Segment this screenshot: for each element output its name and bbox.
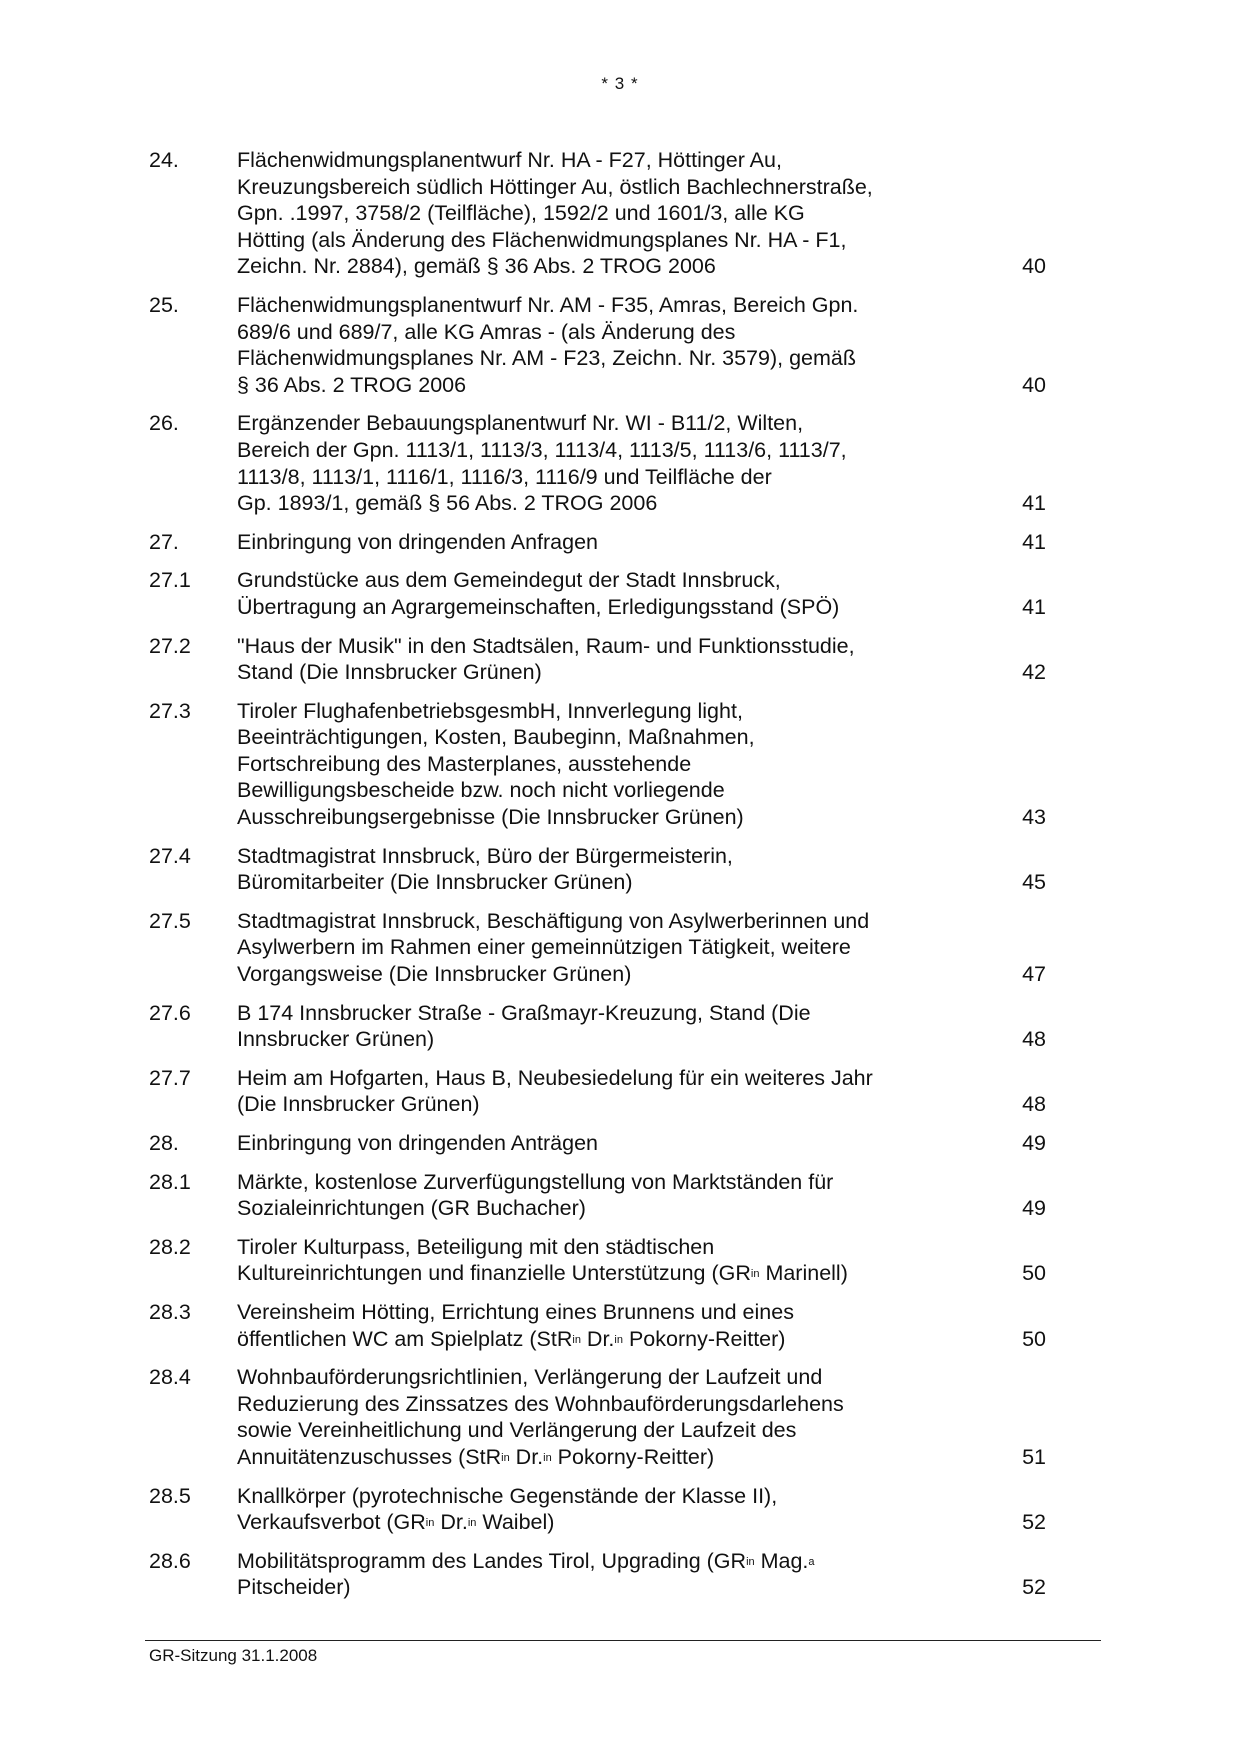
toc-entry-title bbox=[237, 1065, 937, 1118]
toc-entry-title-line: Wohnbauförderungsrichtlinien, Verlängerung der Laufzeit und bbox=[237, 1365, 823, 1390]
toc-entry-title-line: Kreuzungsbereich südlich Höttinger Au, östlich Bachlechnerstraße, bbox=[237, 174, 873, 199]
toc-entry-page: 50 bbox=[1022, 1326, 1046, 1351]
toc-entry-title-line: Mobilitätsprogramm des Landes Tirol, Upgrading ($GR^{in}$ Mag.$^a$ bbox=[237, 1548, 815, 1573]
toc-entry-page: 49 bbox=[1022, 1131, 1046, 1155]
toc-entry-title-line: Knallkörper (pyrotechnische Gegenstände der Klasse II), bbox=[237, 1483, 778, 1508]
toc-entry-title bbox=[237, 410, 937, 516]
toc-entry-page: 47 bbox=[1022, 962, 1046, 987]
toc-entry-page: 51 bbox=[1022, 1444, 1046, 1469]
toc-entry-number: 27.1 bbox=[149, 568, 191, 593]
toc-entry bbox=[149, 1169, 1099, 1222]
toc-entry-title-line: B 174 Innsbrucker Straße - Graßmayr-Kreuzung, Stand (Die bbox=[237, 1000, 811, 1025]
toc-entry-page: 41 bbox=[1022, 529, 1046, 554]
toc-entry bbox=[149, 843, 1099, 896]
toc-entry-title bbox=[237, 633, 937, 686]
toc-entry-number: 28.3 bbox=[149, 1299, 191, 1324]
toc-entry-title bbox=[237, 1169, 937, 1222]
toc-entry-title-line: Beeinträchtigungen, Kosten, Baubeginn, Maßnahmen, bbox=[237, 725, 755, 750]
toc-entry-title-line: 689/6 und 689/7, alle KG Amras - (als Änderung des bbox=[237, 319, 736, 344]
toc-entry-title-line: § 36 Abs. 2 TROG 2006 bbox=[237, 372, 467, 397]
toc-entry-number: 25. bbox=[149, 292, 179, 317]
toc-entry-title-line: Hötting (als Änderung des Flächenwidmungsplanes Nr. HA - F1, bbox=[237, 227, 847, 252]
toc-entry-title-line: Stadtmagistrat Innsbruck, Beschäftigung von Asylwerberinnen und bbox=[237, 908, 870, 933]
toc-entry-title bbox=[237, 1130, 937, 1157]
toc-entry-title-line: Tiroler Kulturpass, Beteiligung mit den städtischen bbox=[237, 1234, 715, 1259]
toc-entry bbox=[149, 1065, 1099, 1118]
toc-entry-title-line: Flächenwidmungsplanentwurf Nr. HA - F27, Höttinger Au, bbox=[237, 148, 782, 172]
toc-entry-title-line: Sozialeinrichtungen (GR Buchacher) bbox=[237, 1196, 586, 1221]
toc-entry-number: 27.6 bbox=[149, 1000, 191, 1025]
toc-entry-page: 45 bbox=[1022, 870, 1046, 895]
toc-entry-page: 41 bbox=[1022, 594, 1046, 619]
toc-entry-title-line: Ergänzender Bebauungsplanentwurf Nr. WI - B11/2, Wilten, bbox=[237, 411, 804, 436]
toc-entry-number: 28.6 bbox=[149, 1548, 191, 1573]
toc-entry-title bbox=[237, 567, 937, 620]
toc-entry-title-line: Büromitarbeiter (Die Innsbrucker Grünen) bbox=[237, 870, 633, 895]
toc-entry-page: 52 bbox=[1022, 1575, 1046, 1600]
toc-entry-page: 52 bbox=[1022, 1510, 1046, 1535]
toc-entry-title-line: (Die Innsbrucker Grünen) bbox=[237, 1092, 480, 1117]
toc-entry-title-line: Ausschreibungsergebnisse (Die Innsbrucker Grünen) bbox=[237, 805, 744, 830]
toc-entry-title-line: Flächenwidmungsplanentwurf Nr. AM - F35, Amras, Bereich Gpn. bbox=[237, 292, 859, 317]
toc-entry-title-line: öffentlichen WC am Spielplatz (StR$^{in}$ Dr.$^{in}$ Pokorny-Reitter) bbox=[237, 1326, 786, 1351]
toc-entry-number: 26. bbox=[149, 411, 179, 436]
toc-entry-page: 49 bbox=[1022, 1196, 1046, 1221]
toc-entry bbox=[149, 292, 1099, 398]
toc-entry-title bbox=[237, 908, 937, 988]
toc-entry-title-line: "Haus der Musik" in den Stadtsälen, Raum- und Funktionsstudie, bbox=[237, 633, 855, 658]
toc-entry bbox=[149, 1000, 1099, 1053]
toc-entry-title-line: Tiroler FlughafenbetriebsgesmbH, Innverlegung light, bbox=[237, 698, 743, 723]
toc-entry bbox=[149, 529, 1099, 556]
toc-entry-title bbox=[237, 147, 937, 280]
toc-entry-page: 40 bbox=[1022, 372, 1046, 397]
toc-entry-number: 27. bbox=[149, 529, 179, 554]
toc-entry bbox=[149, 1548, 1099, 1601]
toc-entry-title bbox=[237, 1364, 937, 1470]
toc-entry bbox=[149, 410, 1099, 516]
toc-entry-title-line: Einbringung von dringenden Anträgen bbox=[237, 1131, 599, 1155]
toc-entry-number: 28. bbox=[149, 1131, 179, 1155]
toc-entry-number: 27.7 bbox=[149, 1065, 191, 1090]
toc-entry-title-line: sowie Vereinheitlichung und Verlängerung der Laufzeit des bbox=[237, 1418, 797, 1443]
footer-session-date: GR-Sitzung 31.1.2008 bbox=[149, 1646, 318, 1665]
toc-entry-page: 41 bbox=[1022, 491, 1046, 516]
toc-entry-number: 27.2 bbox=[149, 633, 191, 658]
toc-entry-title-line: Märkte, kostenlose Zurverfügungstellung von Marktständen für bbox=[237, 1169, 834, 1194]
toc-entry-title-line: Heim am Hofgarten, Haus B, Neubesiedelung für ein weiteres Jahr bbox=[237, 1065, 873, 1090]
toc-entry-number: 28.1 bbox=[149, 1169, 191, 1194]
toc-entry-title bbox=[237, 1299, 937, 1352]
toc-entry-title-line: Flächenwidmungsplanes Nr. AM - F23, Zeichn. Nr. 3579), gemäß bbox=[237, 346, 856, 371]
toc-entry bbox=[149, 1364, 1099, 1470]
toc-entry bbox=[149, 1299, 1099, 1352]
toc-entry-title-line: Pitscheider) bbox=[237, 1575, 351, 1600]
toc-entry-title-line: Zeichn. Nr. 2884), gemäß § 36 Abs. 2 TROG 2006 bbox=[237, 254, 716, 279]
table-of-contents bbox=[149, 147, 1099, 1613]
toc-entry-title-line: Asylwerbern im Rahmen einer gemeinnützigen Tätigkeit, weitere bbox=[237, 935, 851, 960]
toc-entry-title bbox=[237, 529, 937, 556]
toc-entry-number: 27.5 bbox=[149, 908, 191, 933]
toc-entry-title bbox=[237, 698, 937, 831]
toc-entry-title bbox=[237, 1483, 937, 1536]
toc-entry-title-line: Fortschreibung des Masterplanes, ausstehende bbox=[237, 751, 692, 776]
toc-entry bbox=[149, 698, 1099, 831]
toc-entry-title-line: Gpn. .1997, 3758/2 (Teilfläche), 1592/2 und 1601/3, alle KG bbox=[237, 201, 805, 226]
toc-entry-title-line: Verkaufsverbot ($GR^{in}$ Dr.$^{in}$ Waibel) bbox=[237, 1510, 555, 1535]
toc-entry-title-line: Bewilligungsbescheide bzw. noch nicht vorliegende bbox=[237, 778, 725, 803]
toc-entry-page: 50 bbox=[1022, 1261, 1046, 1286]
toc-entry-title-line: Innsbrucker Grünen) bbox=[237, 1027, 435, 1052]
toc-entry-page: 42 bbox=[1022, 660, 1046, 685]
toc-entry-title-line: Vorgangsweise (Die Innsbrucker Grünen) bbox=[237, 962, 632, 987]
toc-entry-title-line: Kultureinrichtungen und finanzielle Unterstützung ($GR^{in}$ Marinell) bbox=[237, 1261, 848, 1286]
toc-entry-title-line: Stadtmagistrat Innsbruck, Büro der Bürgermeisterin, bbox=[237, 843, 733, 868]
toc-entry-page: 43 bbox=[1022, 805, 1046, 830]
toc-entry-number: 27.4 bbox=[149, 843, 191, 868]
toc-entry bbox=[149, 1234, 1099, 1287]
toc-entry-title-line: 1113/8, 1113/1, 1116/1, 1116/3, 1116/9 und Teilfläche der bbox=[237, 464, 772, 489]
toc-entry-title-line: Grundstücke aus dem Gemeindegut der Stadt Innsbruck, bbox=[237, 568, 781, 593]
toc-entry-title-line: Gp. 1893/1, gemäß § 56 Abs. 2 TROG 2006 bbox=[237, 491, 658, 516]
toc-entry bbox=[149, 1130, 1099, 1157]
toc-entry-title-line: Annuitätenzuschusses (StR$^{in}$ Dr.$^{in}$ Pokorny-Reitter) bbox=[237, 1444, 715, 1469]
toc-entry-title bbox=[237, 1234, 937, 1287]
toc-entry-title bbox=[237, 1000, 937, 1053]
toc-entry bbox=[149, 908, 1099, 988]
toc-entry-number: 28.4 bbox=[149, 1365, 191, 1390]
toc-entry-title-line: Einbringung von dringenden Anfragen bbox=[237, 529, 599, 554]
toc-entry bbox=[149, 633, 1099, 686]
toc-entry-number: 24. bbox=[149, 148, 179, 172]
toc-entry-number: 27.3 bbox=[149, 698, 191, 723]
toc-entry-title-line: Bereich der Gpn. 1113/1, 1113/3, 1113/4, 1113/5, 1113/6, 1113/7, bbox=[237, 437, 847, 462]
toc-entry-title-line: Vereinsheim Hötting, Errichtung eines Brunnens und eines bbox=[237, 1299, 794, 1324]
toc-entry-number: 28.5 bbox=[149, 1483, 191, 1508]
toc-entry-title-line: Übertragung an Agrargemeinschaften, Erledigungsstand (SPÖ) bbox=[237, 594, 840, 619]
toc-entry-title-line: Stand (Die Innsbrucker Grünen) bbox=[237, 660, 542, 685]
footer-divider bbox=[145, 1640, 1101, 1641]
toc-entry-title-line: Reduzierung des Zinssatzes des Wohnbauförderungsdarlehens bbox=[237, 1391, 844, 1416]
toc-entry bbox=[149, 567, 1099, 620]
toc-entry-page: 40 bbox=[1022, 254, 1046, 279]
toc-entry-page: 48 bbox=[1022, 1027, 1046, 1052]
page-number: * 3 * bbox=[601, 74, 639, 93]
toc-entry-number: 28.2 bbox=[149, 1234, 191, 1259]
toc-entry bbox=[149, 147, 1099, 280]
toc-entry-title bbox=[237, 292, 937, 398]
toc-entry-title bbox=[237, 1548, 937, 1601]
toc-entry bbox=[149, 1483, 1099, 1536]
toc-entry-page: 48 bbox=[1022, 1092, 1046, 1117]
toc-entry-title bbox=[237, 843, 937, 896]
